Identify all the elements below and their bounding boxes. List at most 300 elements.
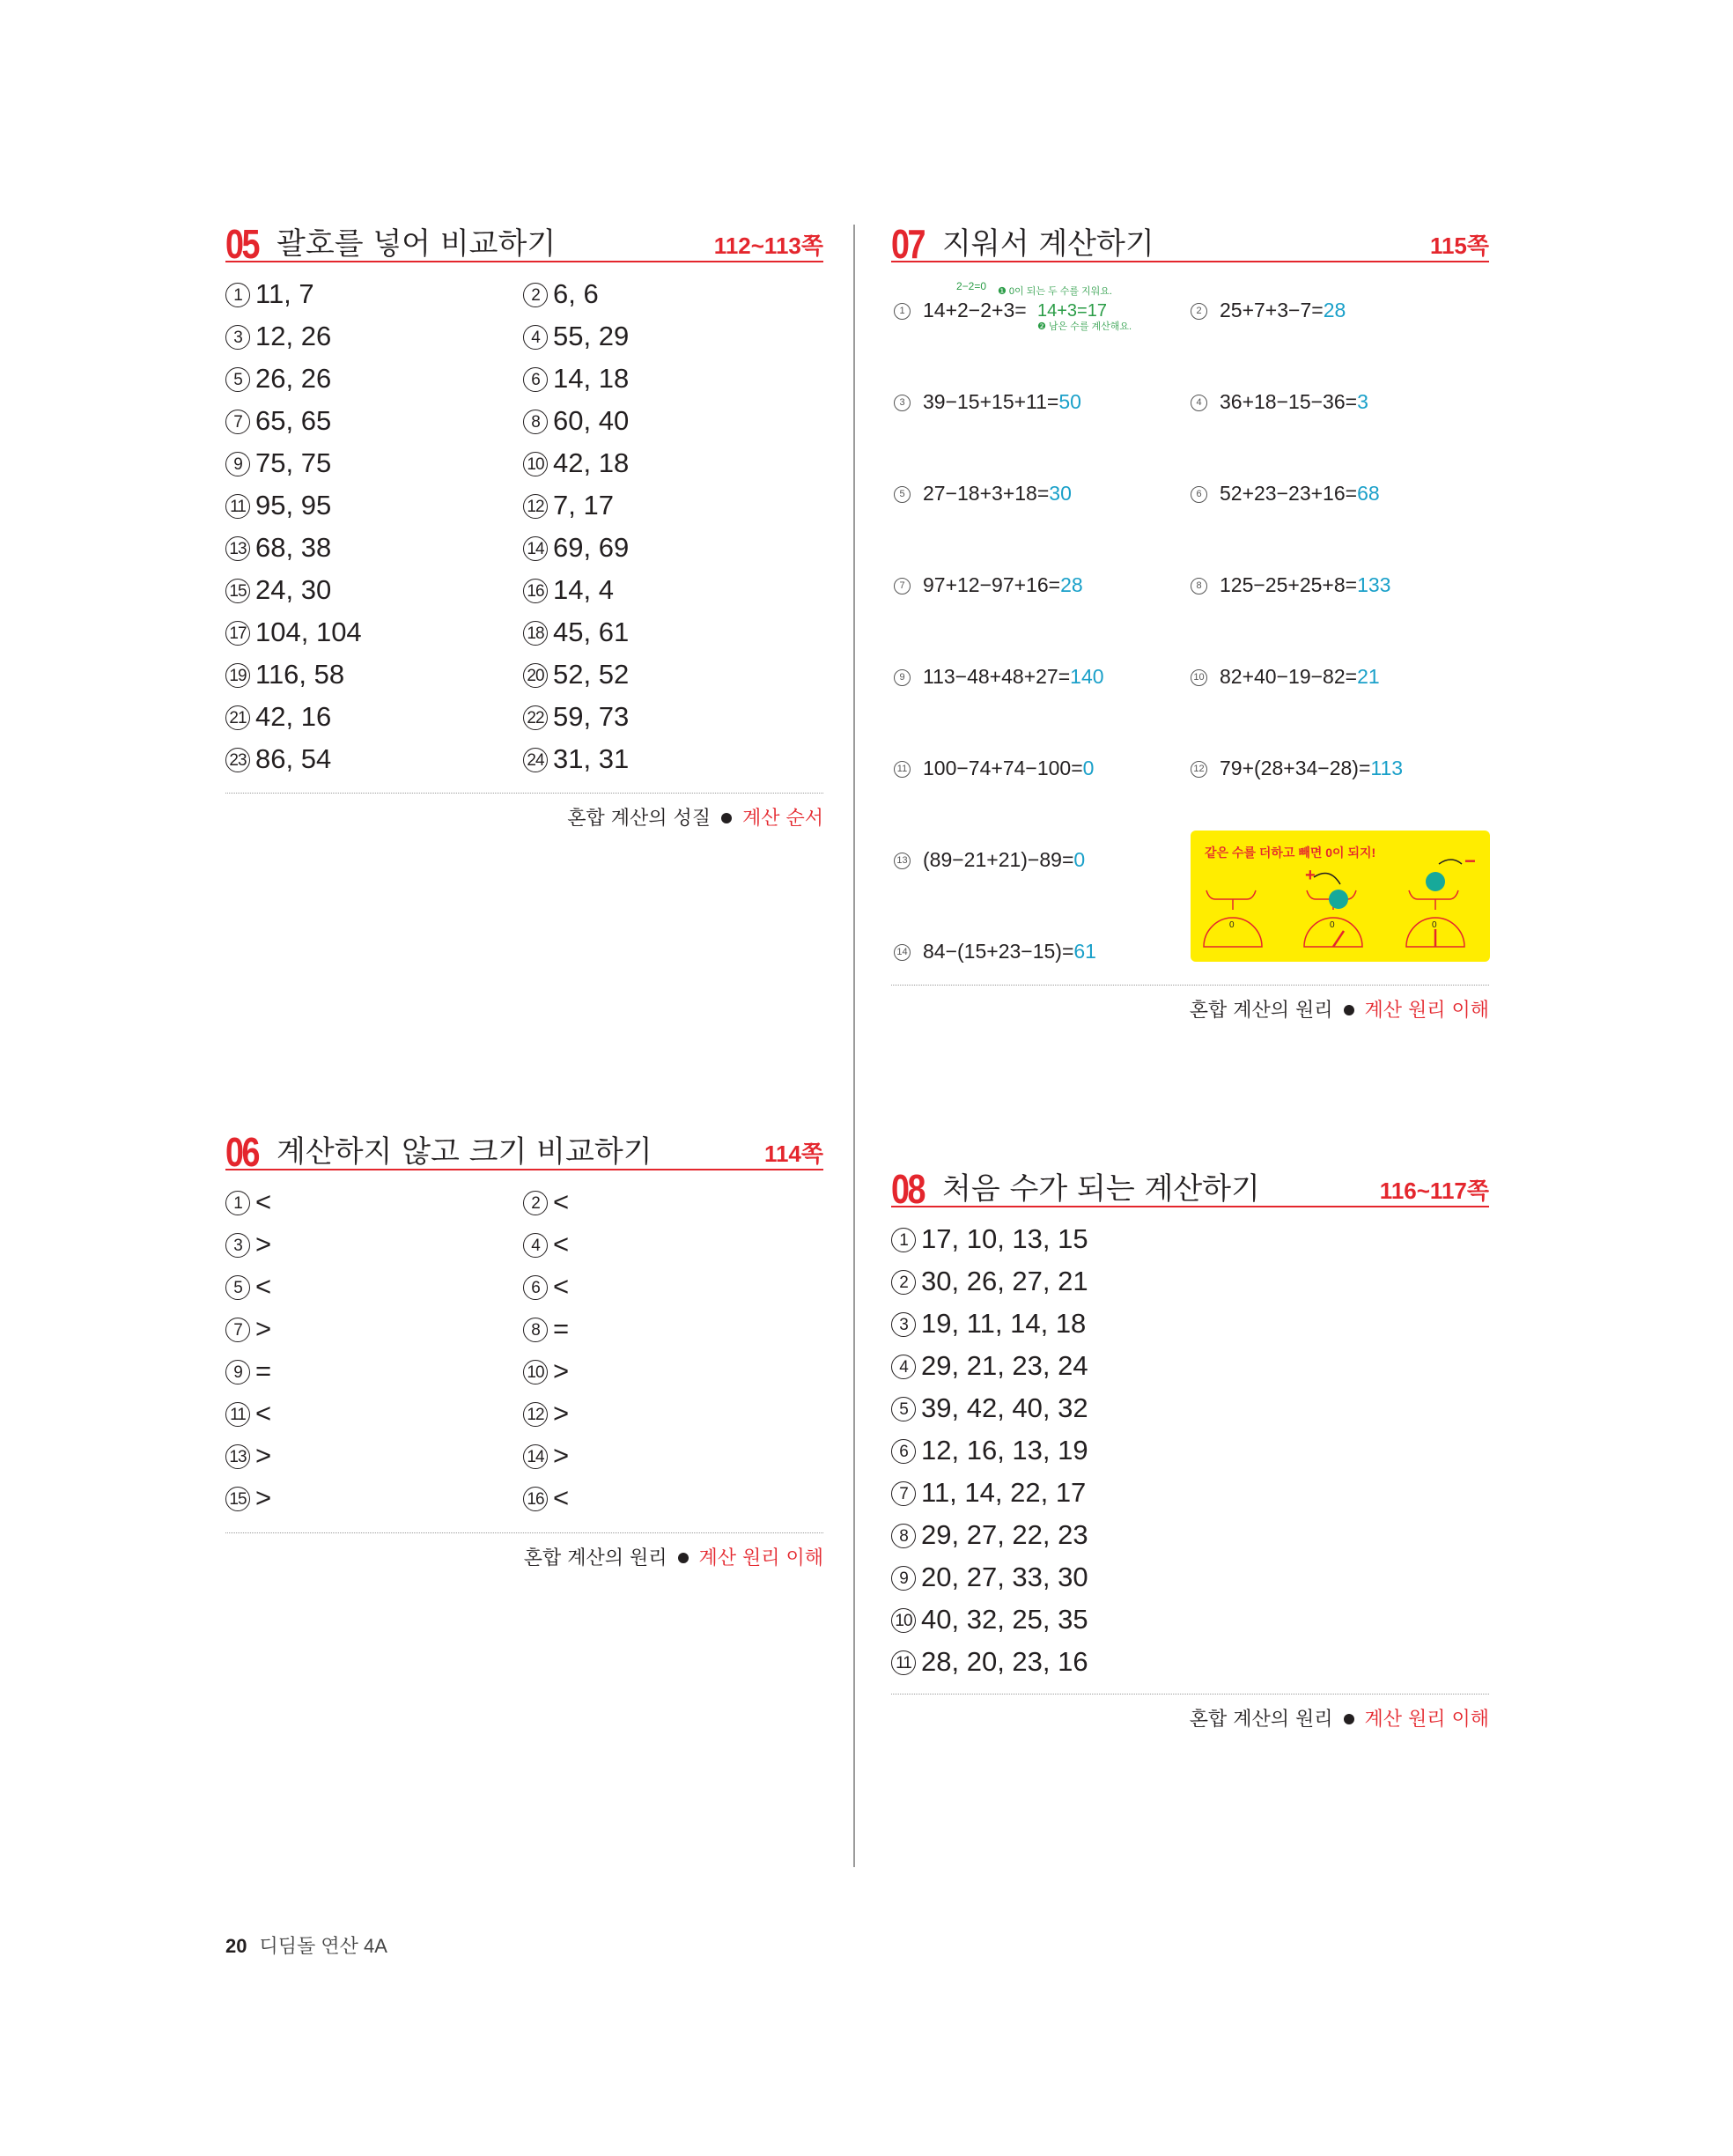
item-number: 6	[523, 1275, 548, 1300]
answer-item	[225, 1354, 271, 1389]
equation-expr: 113−48+48+27=	[923, 665, 1071, 688]
item-number: 2	[523, 283, 548, 307]
footer-skill: 계산 원리 이해	[1364, 1709, 1489, 1731]
answer-row	[891, 1391, 1489, 1426]
item-number: 9	[891, 1566, 916, 1591]
answer-row	[225, 1480, 823, 1516]
equation-answer: 133	[1357, 573, 1391, 596]
answer-text: 42, 18	[553, 447, 630, 478]
answer-item	[225, 699, 331, 735]
section-header	[891, 1166, 1489, 1212]
item-number: 5	[225, 367, 250, 392]
item-number: 8	[523, 1318, 548, 1342]
equation-item	[894, 573, 1083, 597]
item-number: 22	[523, 705, 548, 730]
answer-text: 26, 26	[255, 363, 332, 394]
section-title: 처음 수가 되는 계산하기	[942, 1171, 1260, 1207]
answer-item	[523, 572, 614, 608]
ball-icon	[1426, 872, 1445, 891]
answer-text: 6, 6	[553, 278, 599, 309]
answer-text: 29, 21, 23, 24	[921, 1350, 1088, 1381]
answer-text: 12, 26	[255, 321, 332, 351]
answer-item	[891, 1602, 1088, 1637]
answer-text: 30, 26, 27, 21	[921, 1266, 1088, 1296]
book-title: 디딤돌 연산 4A	[259, 1935, 387, 1957]
section-number: 06	[225, 1129, 259, 1175]
item-number: 5	[894, 486, 911, 503]
section-pages: 112~113쪽	[713, 233, 823, 259]
answer-row	[225, 1354, 823, 1389]
footer-topic: 혼합 계산의 원리	[1189, 1000, 1333, 1022]
answer-row	[891, 1306, 1489, 1341]
page-footer	[225, 1931, 387, 1959]
item-number: 4	[523, 325, 548, 350]
answer-item	[225, 572, 331, 608]
answer-text: 39, 42, 40, 32	[921, 1392, 1088, 1423]
answer-item	[225, 1480, 271, 1516]
answer-row	[891, 1560, 1489, 1595]
page-number: 20	[225, 1935, 247, 1957]
equation-answer: 28	[1323, 299, 1346, 321]
answer-text: 69, 69	[553, 532, 630, 563]
section-title: 계산하지 않고 크기 비교하기	[277, 1134, 653, 1170]
answer-item	[225, 488, 331, 523]
answer-text: 40, 32, 25, 35	[921, 1604, 1088, 1635]
bullet-icon	[1344, 1714, 1354, 1724]
equation-item	[1191, 757, 1403, 780]
answer-row	[891, 1644, 1489, 1680]
answer-row	[225, 657, 823, 692]
item-number: 1	[891, 1228, 916, 1252]
answer-row	[225, 1311, 823, 1347]
equation-expr: 27−18+3+18=	[923, 482, 1050, 505]
plus-sign: +	[1305, 866, 1316, 885]
item-number: 13	[225, 1444, 250, 1469]
example-hint-step2: ❷ 남은 수를 계산해요.	[1037, 321, 1132, 332]
item-number: 24	[523, 748, 548, 772]
equation-item	[894, 390, 1081, 414]
answer-text: >	[255, 1313, 272, 1344]
answer-row	[225, 615, 823, 650]
answer-text: 116, 58	[255, 659, 345, 690]
answer-text: <	[553, 1186, 570, 1217]
item-number: 15	[225, 579, 250, 603]
answer-item	[225, 277, 314, 312]
item-number: 8	[523, 410, 548, 434]
answer-text: 14, 18	[553, 363, 630, 394]
section-05	[225, 222, 823, 805]
answer-item	[891, 1517, 1088, 1553]
item-number: 6	[523, 367, 548, 392]
answer-row	[891, 1348, 1489, 1384]
item-number: 3	[225, 325, 250, 350]
item-number: 20	[523, 663, 548, 688]
equation-expr: 39−15+15+11=	[923, 390, 1059, 413]
item-number: 2	[523, 1191, 548, 1215]
answer-item	[523, 1438, 569, 1473]
equation-expr: 79+(28+34−28)=	[1220, 757, 1371, 779]
answer-item	[523, 657, 629, 692]
answer-item	[225, 657, 344, 692]
equation-expr: 125−25+25+8=	[1220, 573, 1358, 596]
item-number: 7	[891, 1481, 916, 1506]
answer-item	[523, 403, 629, 439]
answer-row	[225, 1269, 823, 1304]
answer-item	[891, 1348, 1088, 1384]
bullet-icon	[1344, 1005, 1354, 1015]
answer-text: 12, 16, 13, 19	[921, 1435, 1088, 1466]
item-number: 7	[225, 410, 250, 434]
answer-row	[891, 1602, 1489, 1637]
answer-item	[225, 615, 362, 650]
answer-row	[225, 699, 823, 735]
equation-expr: 100−74+74−100=	[923, 757, 1083, 779]
item-number: 13	[225, 536, 250, 561]
answer-text: 86, 54	[255, 743, 332, 774]
section-number: 05	[225, 221, 259, 267]
item-number: 11	[891, 1650, 916, 1675]
item-number: 3	[894, 395, 911, 411]
answer-text: <	[255, 1186, 272, 1217]
answer-item	[891, 1306, 1086, 1341]
answer-text: 42, 16	[255, 701, 332, 732]
answer-item	[225, 1185, 271, 1220]
item-number: 1	[225, 283, 250, 307]
section-divider	[891, 1694, 1489, 1695]
answer-item	[523, 1185, 569, 1220]
item-number: 4	[523, 1233, 548, 1258]
item-number: 4	[1191, 395, 1207, 411]
answer-text: <	[553, 1271, 570, 1302]
example-hint-work: 14+3=17	[1037, 301, 1107, 321]
answer-text: >	[255, 1229, 272, 1259]
equation-answer: 30	[1049, 482, 1072, 505]
equation-item	[894, 482, 1072, 506]
answer-item	[891, 1391, 1088, 1426]
example-hint-step1: ❶ 0이 되는 두 수를 지워요.	[998, 286, 1112, 297]
item-number: 3	[891, 1312, 916, 1337]
equation-answer: 3	[1357, 390, 1368, 413]
answer-row	[225, 742, 823, 777]
item-number: 4	[891, 1355, 916, 1379]
answer-row	[891, 1517, 1489, 1553]
item-number: 10	[891, 1608, 916, 1633]
equation-expr: 82+40−19−82=	[1220, 665, 1358, 688]
answer-item	[225, 446, 331, 481]
item-number: 15	[225, 1487, 250, 1511]
section-number: 08	[891, 1166, 925, 1212]
item-number: 3	[225, 1233, 250, 1258]
section-pages: 116~117쪽	[1379, 1178, 1489, 1204]
equation-expr: 36+18−15−36=	[1220, 390, 1358, 413]
section-divider	[891, 985, 1489, 986]
answer-item	[523, 361, 629, 396]
equation-item	[894, 940, 1096, 964]
section-08	[891, 1167, 1489, 1697]
item-number: 23	[225, 748, 250, 772]
section-divider	[225, 1532, 823, 1533]
section-footer	[1190, 1704, 1489, 1731]
answer-item	[891, 1264, 1088, 1299]
answer-text: >	[553, 1398, 570, 1429]
answer-row	[225, 319, 823, 354]
equation-answer: 50	[1058, 390, 1081, 413]
tip-title: 같은 수를 더하고 빼면 0이 되지!	[1205, 845, 1376, 860]
item-number: 13	[894, 853, 911, 869]
answer-item	[891, 1222, 1088, 1257]
item-number: 9	[894, 669, 911, 686]
equation-expr: 25+7+3−7=	[1220, 299, 1324, 321]
item-number: 11	[894, 761, 911, 778]
item-number: 10	[1191, 669, 1207, 686]
equation-item	[1191, 390, 1368, 414]
answer-text: 11, 7	[255, 278, 314, 309]
answer-text: 104, 104	[255, 617, 362, 647]
scale-balanced	[1204, 890, 1262, 947]
section-pages: 115쪽	[1429, 233, 1489, 259]
equation-answer: 61	[1073, 940, 1096, 963]
item-number: 10	[523, 1360, 548, 1384]
answer-item	[523, 1227, 569, 1262]
equation-item	[1191, 299, 1346, 322]
answer-item	[523, 1396, 569, 1431]
item-number: 2	[891, 1270, 916, 1295]
equation-answer: 0	[1082, 757, 1095, 779]
equation-answer: 113	[1370, 757, 1404, 779]
bullet-icon	[721, 813, 732, 823]
answer-text: 14, 4	[553, 574, 614, 605]
section-header	[225, 221, 823, 267]
answer-row	[225, 1227, 823, 1262]
answer-item	[225, 361, 331, 396]
answer-text: 20, 27, 33, 30	[921, 1562, 1088, 1592]
answer-item	[225, 403, 331, 439]
section-footer	[1190, 995, 1489, 1023]
answer-text: 95, 95	[255, 490, 332, 521]
equation-item	[894, 665, 1104, 689]
item-number: 5	[891, 1397, 916, 1421]
answer-item	[523, 1480, 569, 1516]
answer-text: 55, 29	[553, 321, 630, 351]
item-number: 12	[523, 1402, 548, 1427]
answer-text: 11, 14, 22, 17	[921, 1477, 1087, 1508]
answer-text: >	[255, 1482, 272, 1513]
answer-item	[225, 1227, 271, 1262]
answer-item	[225, 319, 331, 354]
answer-item	[225, 1438, 271, 1473]
answer-row	[225, 1438, 823, 1473]
item-number: 17	[225, 621, 250, 646]
equation-answer: 21	[1357, 665, 1380, 688]
answer-item	[523, 699, 629, 735]
item-number: 2	[1191, 303, 1207, 320]
answer-row	[225, 403, 823, 439]
answer-item	[523, 319, 629, 354]
answer-row	[891, 1264, 1489, 1299]
footer-topic: 혼합 계산의 원리	[1189, 1709, 1333, 1731]
answer-text: 45, 61	[553, 617, 630, 647]
answer-item	[523, 742, 629, 777]
answer-item	[523, 1354, 569, 1389]
answer-text: <	[255, 1271, 272, 1302]
answer-row	[225, 1185, 823, 1220]
section-06	[225, 1130, 823, 1537]
answer-text: 31, 31	[553, 743, 630, 774]
answer-text: 60, 40	[553, 405, 630, 436]
equation-expr: 97+12−97+16=	[923, 573, 1061, 596]
section-title: 지워서 계산하기	[942, 226, 1154, 262]
answer-item	[523, 488, 614, 523]
answer-item	[891, 1433, 1088, 1468]
item-number: 21	[225, 705, 250, 730]
answer-row	[891, 1222, 1489, 1257]
equation-item	[1191, 482, 1380, 506]
item-number: 8	[1191, 578, 1207, 594]
answer-item	[891, 1560, 1088, 1595]
section-pages: 114쪽	[763, 1141, 823, 1167]
footer-skill: 계산 순서	[741, 808, 823, 830]
answer-item	[523, 530, 629, 565]
answer-text: 52, 52	[553, 659, 630, 690]
tip-box	[1191, 831, 1490, 962]
column-divider	[853, 225, 855, 1867]
answer-text: 19, 11, 14, 18	[921, 1308, 1087, 1339]
answer-list	[891, 1222, 1489, 1697]
item-number: 5	[225, 1275, 250, 1300]
answer-row	[225, 1396, 823, 1431]
answer-item	[225, 1269, 271, 1304]
answer-text: >	[553, 1355, 570, 1386]
answer-item	[225, 742, 331, 777]
bullet-icon	[678, 1553, 689, 1563]
answer-row	[225, 572, 823, 608]
answer-text: 29, 27, 22, 23	[921, 1519, 1088, 1550]
answer-item	[891, 1644, 1088, 1680]
answer-item	[225, 1396, 271, 1431]
answer-row	[225, 488, 823, 523]
equation-answer: 140	[1070, 665, 1104, 688]
item-number: 9	[225, 1360, 250, 1384]
answer-text: 68, 38	[255, 532, 332, 563]
answer-item	[523, 615, 629, 650]
item-number: 19	[225, 663, 250, 688]
answer-text: 75, 75	[255, 447, 332, 478]
example-hint-sum: 2−2=0	[956, 280, 987, 292]
answer-text: =	[553, 1313, 570, 1344]
dial-zero: 0	[1229, 920, 1235, 930]
answer-row	[891, 1433, 1489, 1468]
equation-item	[1191, 573, 1390, 597]
answer-text: 65, 65	[255, 405, 332, 436]
answer-item	[225, 530, 331, 565]
footer-skill: 계산 원리 이해	[698, 1547, 823, 1569]
item-number: 11	[225, 494, 250, 519]
answer-item	[891, 1475, 1086, 1510]
answer-text: 24, 30	[255, 574, 332, 605]
answer-text: 17, 10, 13, 15	[921, 1223, 1088, 1254]
section-header	[225, 1129, 823, 1175]
section-header	[891, 221, 1489, 267]
section-07	[891, 221, 1489, 267]
answer-item	[523, 277, 599, 312]
item-number: 10	[523, 452, 548, 476]
answer-item	[523, 1311, 569, 1347]
section-number: 07	[891, 221, 925, 267]
answer-text: <	[553, 1482, 570, 1513]
item-number: 16	[523, 1487, 548, 1511]
item-number: 6	[891, 1439, 916, 1464]
item-number: 14	[894, 944, 911, 961]
equation-expr: 84−(15+23−15)=	[923, 940, 1074, 963]
answer-item	[523, 446, 629, 481]
item-number: 8	[891, 1524, 916, 1548]
section-footer	[567, 803, 823, 831]
item-number: 14	[523, 1444, 548, 1469]
equation-answer: 68	[1357, 482, 1380, 505]
dial-zero: 0	[1330, 920, 1335, 930]
answer-text: 7, 17	[553, 490, 614, 521]
answer-text: =	[255, 1355, 272, 1386]
equation-expr: (89−21+21)−89=	[923, 848, 1074, 871]
item-number: 1	[894, 303, 911, 320]
equation-answer: 28	[1060, 573, 1083, 596]
item-number: 7	[894, 578, 911, 594]
dial-zero: 0	[1432, 920, 1437, 930]
answer-row	[225, 530, 823, 565]
item-number: 12	[1191, 761, 1207, 778]
answer-text: <	[553, 1229, 570, 1259]
item-number: 14	[523, 536, 548, 561]
item-number: 18	[523, 621, 548, 646]
item-number: 16	[523, 579, 548, 603]
equation-item	[894, 757, 1094, 780]
item-number: 6	[1191, 486, 1207, 503]
answer-row	[891, 1475, 1489, 1510]
answer-text: >	[255, 1440, 272, 1471]
minus-sign: −	[1464, 850, 1476, 872]
equation-expr: 52+23−23+16=	[1220, 482, 1358, 505]
section-divider	[225, 793, 823, 794]
item-number: 11	[225, 1402, 250, 1427]
answer-item	[225, 1311, 271, 1347]
answer-row	[225, 361, 823, 396]
footer-topic: 혼합 계산의 성질	[567, 808, 711, 830]
answer-row	[225, 446, 823, 481]
scale-illustration	[1191, 831, 1490, 962]
equation-item	[1191, 665, 1380, 689]
item-number: 12	[523, 494, 548, 519]
answer-row	[225, 277, 823, 312]
answer-grid	[225, 1185, 823, 1537]
answer-text: >	[553, 1440, 570, 1471]
answer-item	[523, 1269, 569, 1304]
equation-item	[894, 848, 1085, 872]
ball-icon	[1329, 890, 1348, 909]
equation-answer: 0	[1073, 848, 1086, 871]
equation-item	[894, 299, 1027, 322]
equation-expr: 14+2−2+3=	[923, 299, 1027, 321]
section-title: 괄호를 넣어 비교하기	[277, 226, 557, 262]
answer-text: 28, 20, 23, 16	[921, 1646, 1088, 1677]
footer-skill: 계산 원리 이해	[1364, 1000, 1489, 1022]
answer-text: <	[255, 1398, 272, 1429]
section-footer	[524, 1543, 823, 1570]
footer-topic: 혼합 계산의 원리	[523, 1547, 667, 1569]
item-number: 9	[225, 452, 250, 476]
item-number: 7	[225, 1318, 250, 1342]
answer-grid	[225, 277, 823, 805]
item-number: 1	[225, 1191, 250, 1215]
